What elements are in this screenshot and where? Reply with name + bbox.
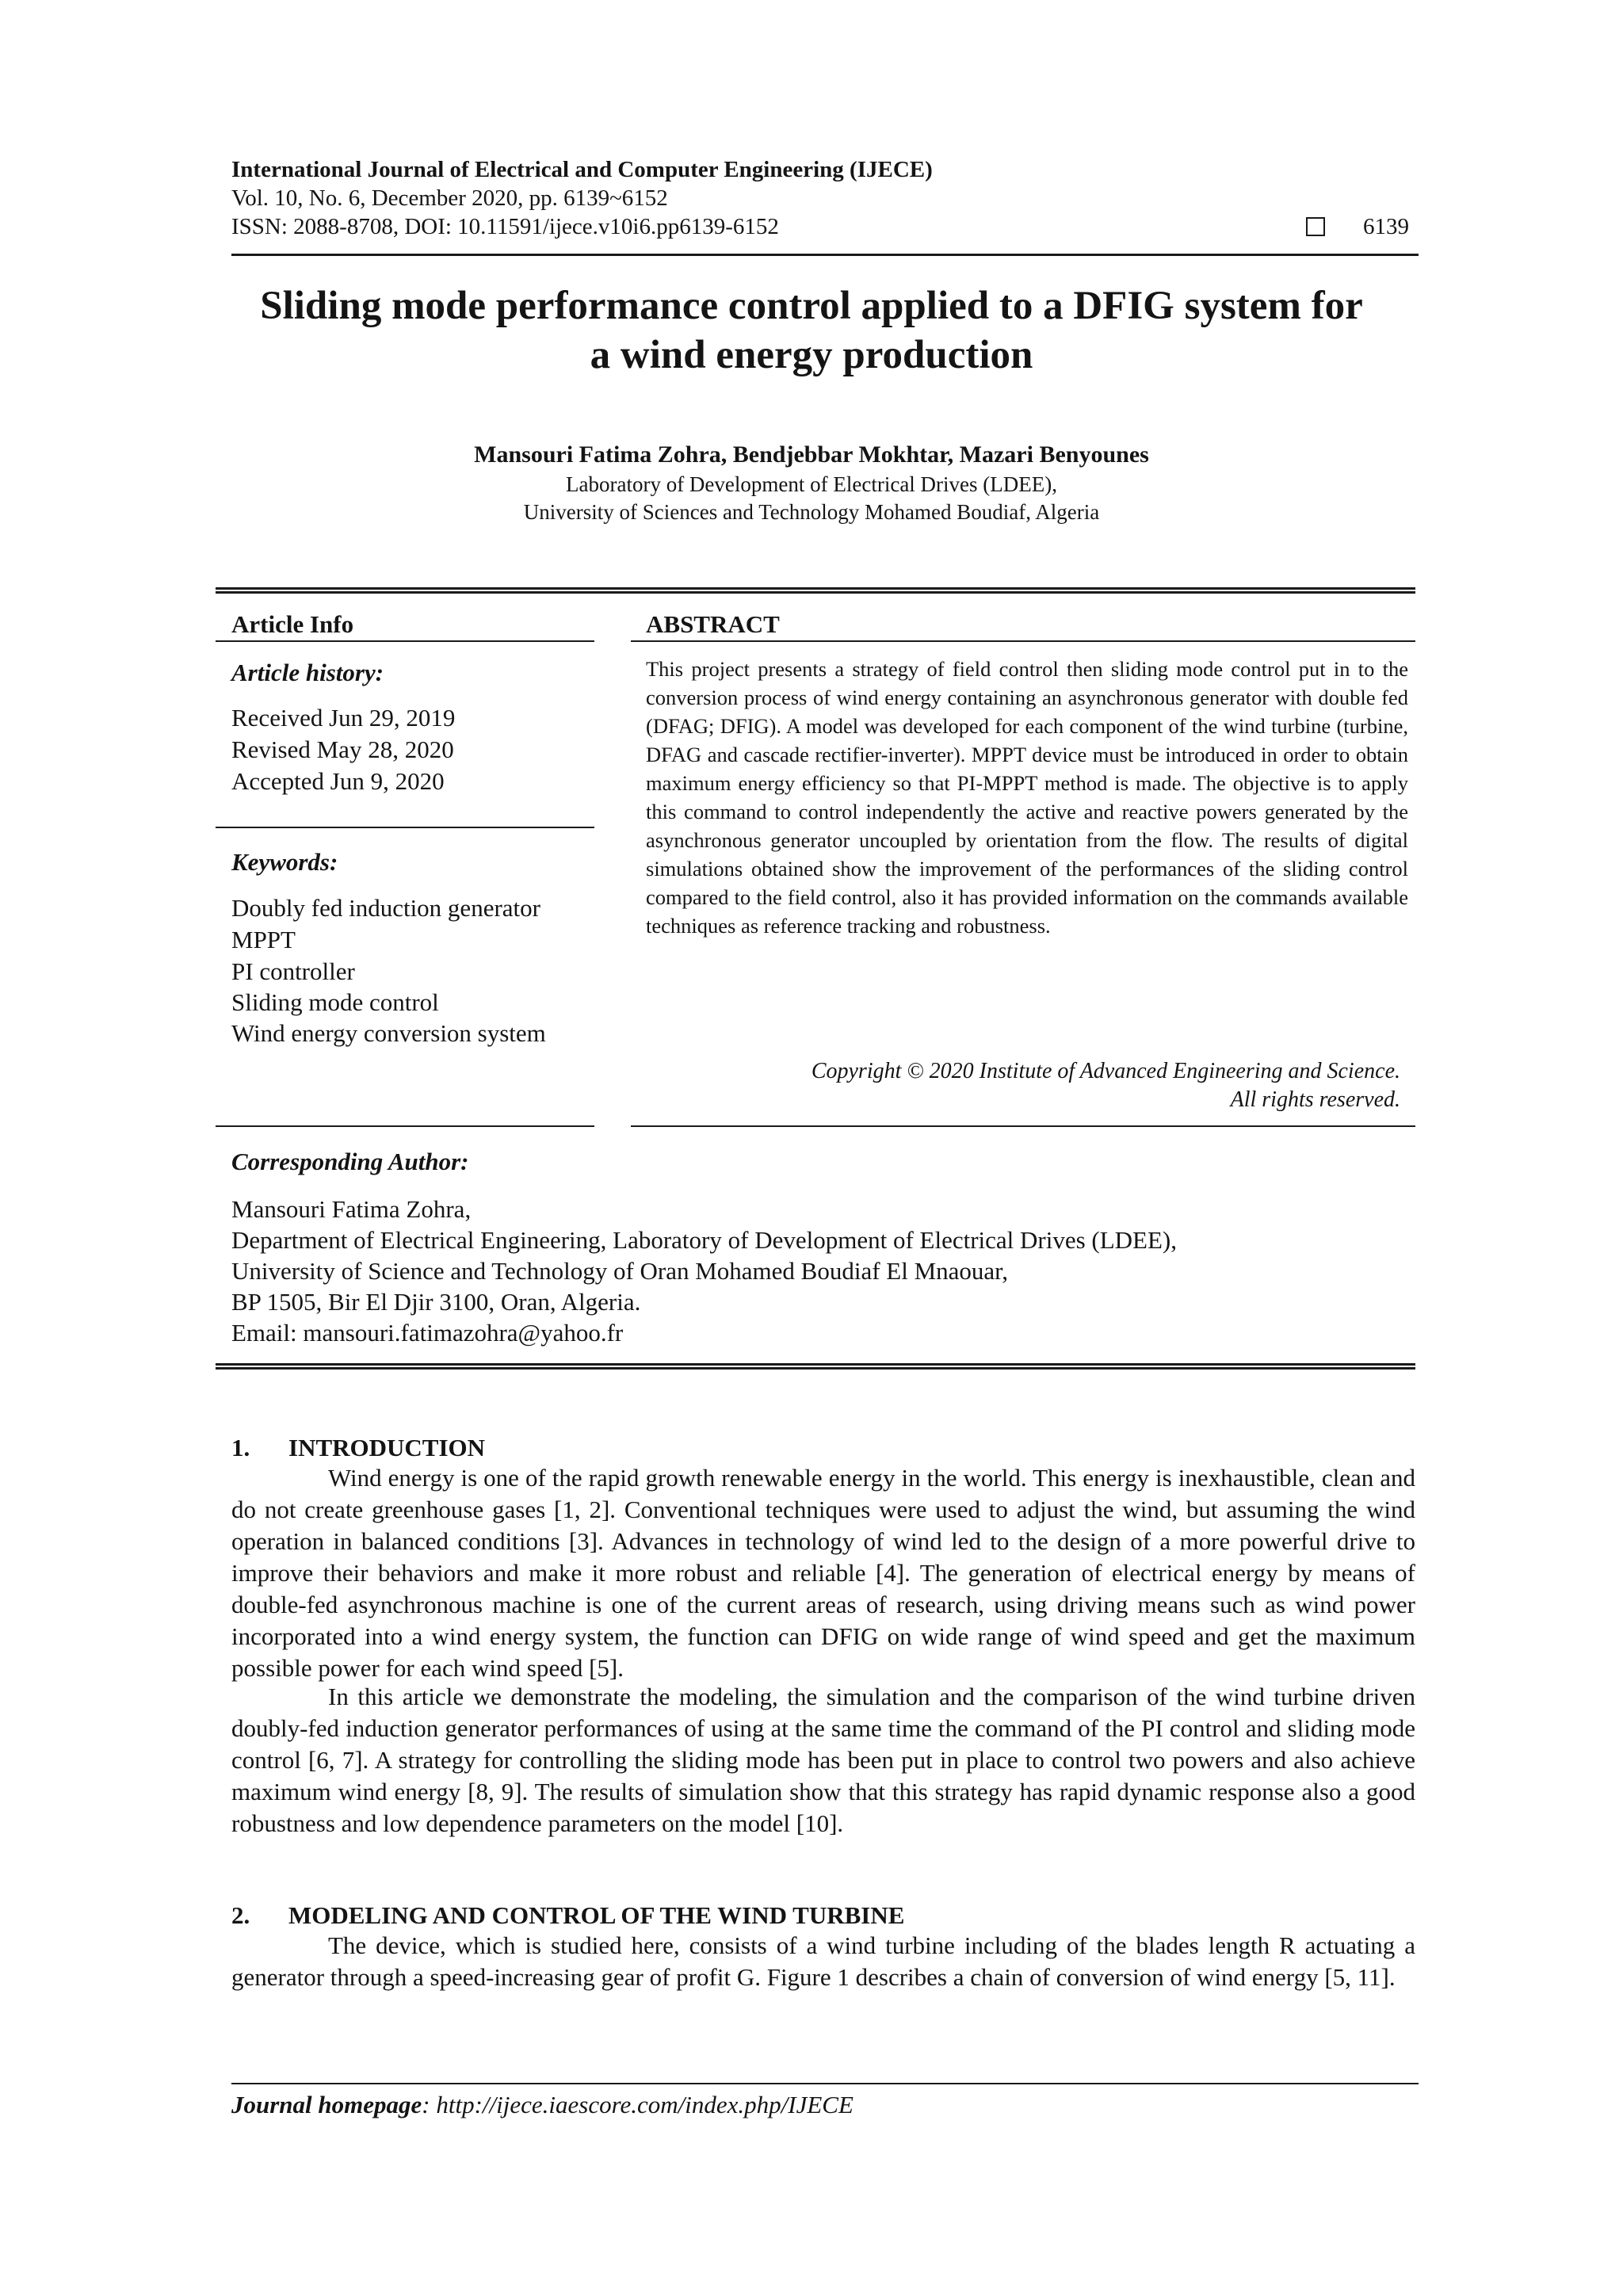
journal-name: International Journal of Electrical and Computer Engineering (IJECE) [231, 157, 933, 182]
corresponding-line: Department of Electrical Engineering, Laboratory of Development of Electrical Drives (LDEE), [231, 1226, 1178, 1254]
keyword-item: Wind energy conversion system [231, 1019, 546, 1047]
info-box-bottom-rule [216, 1363, 1415, 1370]
title-line-1: Sliding mode performance control applied to a DFIG system for [260, 284, 1363, 328]
journal-homepage [231, 2089, 854, 2121]
body-paragraph: Wind energy is one of the rapid growth renewable energy in the world. This energy is inexhaustible, clean and do not create greenhouse gases [1, 2]. Conventional techniques were used to adjust the wind, but assuming the wind operation in balanced conditions [3]. Advances in technology of wind led to the design of a more powerful drive to improve their behaviors and make it more robust and reliable [4]. The generation of electrical energy by means of double-fed asynchronous machine is one of the current areas of research, using driving means such as wind power incorporated into a wind energy system, the function can DFIG on wide range of wind speed and get the maximum possible power for each wind speed [5]. [231, 1464, 1415, 1682]
history-heading: Article history: [231, 659, 384, 686]
section-heading [231, 1432, 485, 1464]
body-paragraph: The device, which is studied here, consists of a wind turbine including of the blades length R actuating a generator through a speed-increasing gear of profit G. Figure 1 describes a chain of conversion of wind energy [5, 11]. [231, 1931, 1415, 1991]
page-number: 6139 [1363, 214, 1409, 239]
section-number: 2. [231, 1901, 250, 1929]
section-number: 1. [231, 1434, 250, 1461]
homepage-link[interactable]: : http://ijece.iaescore.com/index.php/IJECE [422, 2091, 854, 2118]
affiliation-line-1: Laboratory of Development of Electrical Drives (LDEE), [566, 472, 1057, 496]
section-title: MODELING AND CONTROL OF THE WIND TURBINE [288, 1901, 905, 1929]
section-title: INTRODUCTION [288, 1434, 486, 1461]
keywords-rule [216, 827, 594, 828]
revised-date: Revised May 28, 2020 [231, 735, 454, 763]
left-column-bottom-rule [216, 1125, 594, 1127]
abstract-text: This project presents a strategy of field control then sliding mode control put in to the conversion process of wind energy containing an asynchronous generator with double fed (DFAG; DFIG). A model was developed for each component of the wind turbine (turbine, DFAG and cascade rectifier-inverter). MPPT device must be introduced in order to obtain maximum energy efficiency so that PI-MPPT method is made. The objective is to apply this command to control independently the active and reactive powers generated by the asynchronous generator uncoupled by orientation from the flow. The results of digital simulations obtained show the improvement of the performances of the sliding control compared to the field control, also it has provided information on the commands available techniques as reference tracking and robustness. [646, 657, 1408, 938]
corresponding-line: Mansouri Fatima Zohra, [231, 1195, 472, 1223]
keyword-item: Doubly fed induction generator [231, 894, 540, 922]
abstract-heading: ABSTRACT [646, 610, 780, 638]
title-line-2: a wind energy production [590, 333, 1033, 377]
affiliation-line-2: University of Sciences and Technology Mohamed Boudiaf, Algeria [523, 500, 1100, 524]
corresponding-heading: Corresponding Author: [231, 1148, 469, 1175]
copyright-line-1: Copyright © 2020 Institute of Advanced Engineering and Science. [811, 1059, 1400, 1083]
article-info-rule [216, 640, 594, 642]
header-rule [231, 254, 1419, 256]
author-list: Mansouri Fatima Zohra, Bendjebbar Mokhtar, Mazari Benyounes [474, 441, 1149, 468]
accepted-date: Accepted Jun 9, 2020 [231, 767, 445, 795]
corresponding-email: Email: mansouri.fatimazohra@yahoo.fr [231, 1319, 624, 1347]
keyword-item: PI controller [231, 957, 355, 985]
keyword-item: MPPT [231, 926, 296, 953]
keywords-heading: Keywords: [231, 848, 338, 876]
body-paragraph: In this article we demonstrate the modeling, the simulation and the comparison of the wind turbine driven doubly-fed induction generator performances of using at the same time the command of the PI control and sliding mode control [6, 7]. A strategy for controlling the sliding mode has been put in place to control two powers and also achieve maximum wind energy [8, 9]. The results of simulation show that this strategy has rapid dynamic response also a good robustness and low dependence parameters on the model [10]. [231, 1683, 1415, 1837]
corresponding-line: University of Science and Technology of Oran Mohamed Boudiaf El Mnaouar, [231, 1257, 1009, 1285]
keyword-item: Sliding mode control [231, 988, 439, 1016]
square-box-icon [1306, 217, 1325, 236]
homepage-label: Journal homepage [231, 2091, 422, 2118]
abstract-rule [631, 640, 1415, 642]
section-heading [231, 1900, 904, 1931]
footer-rule [231, 2083, 1419, 2084]
right-column-bottom-rule [631, 1125, 1415, 1127]
issn-doi: ISSN: 2088-8708, DOI: 10.11591/ijece.v10i6.pp6139-6152 [231, 214, 779, 239]
article-info-heading: Article Info [231, 610, 354, 638]
info-box-top-rule [216, 587, 1415, 594]
corresponding-line: BP 1505, Bir El Djir 3100, Oran, Algeria. [231, 1288, 641, 1316]
copyright-line-2: All rights reserved. [1230, 1087, 1400, 1112]
volume-info: Vol. 10, No. 6, December 2020, pp. 6139~6152 [231, 185, 668, 211]
paper-title [158, 281, 1465, 380]
received-date: Received Jun 29, 2019 [231, 704, 456, 732]
